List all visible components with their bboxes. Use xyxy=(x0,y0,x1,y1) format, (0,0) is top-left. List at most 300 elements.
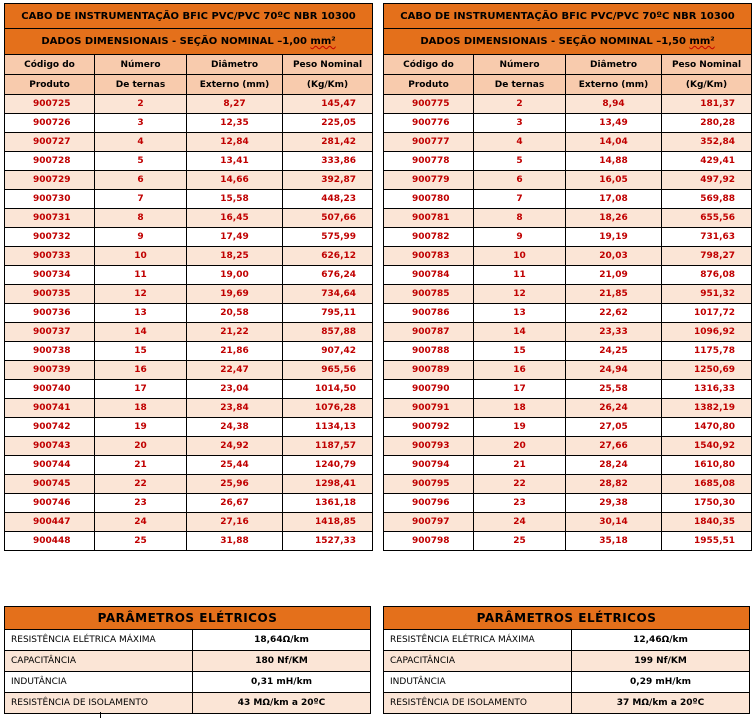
cell-weight: 1361,18 xyxy=(283,494,373,513)
cell-diameter: 26,24 xyxy=(566,399,662,418)
cell-code: 900797 xyxy=(384,513,474,532)
cell-ternas: 2 xyxy=(474,95,566,114)
cell-ternas: 21 xyxy=(95,456,187,475)
cell-code: 900735 xyxy=(5,285,95,304)
params-row xyxy=(5,651,371,672)
cell-weight: 392,87 xyxy=(283,171,373,190)
param-value: 43 MΩ/km a 20ºC xyxy=(193,693,371,714)
cell-weight: 965,56 xyxy=(283,361,373,380)
cell-weight: 1418,85 xyxy=(283,513,373,532)
table-row xyxy=(5,323,373,342)
cell-ternas: 25 xyxy=(474,532,566,551)
cell-weight: 731,63 xyxy=(662,228,752,247)
header-code-1: Código do xyxy=(384,55,474,75)
cell-ternas: 13 xyxy=(95,304,187,323)
table-row xyxy=(5,228,373,247)
params-title: PARÂMETROS ELÉTRICOS xyxy=(5,607,371,630)
table-row xyxy=(384,171,752,190)
table-row xyxy=(384,133,752,152)
params-row xyxy=(5,630,371,651)
subtitle-unit: mm² xyxy=(689,36,715,47)
cell-weight: 1134,13 xyxy=(283,418,373,437)
cell-weight: 1240,79 xyxy=(283,456,373,475)
cell-weight: 280,28 xyxy=(662,114,752,133)
header-code-1: Código do xyxy=(5,55,95,75)
table-row xyxy=(384,209,752,228)
cell-diameter: 18,25 xyxy=(187,247,283,266)
cell-diameter: 8,27 xyxy=(187,95,283,114)
cell-code: 900780 xyxy=(384,190,474,209)
table-row xyxy=(384,494,752,513)
subtitle-unit: mm² xyxy=(310,36,336,47)
subtitle-text: DADOS DIMENSIONAIS - SEÇÃO NOMINAL –1,50 xyxy=(420,36,690,47)
cell-diameter: 12,84 xyxy=(187,133,283,152)
params-row xyxy=(5,672,371,693)
cell-diameter: 17,49 xyxy=(187,228,283,247)
dimensional-panel-right xyxy=(383,3,751,551)
cell-weight: 352,84 xyxy=(662,133,752,152)
cell-diameter: 15,58 xyxy=(187,190,283,209)
cell-weight: 734,64 xyxy=(283,285,373,304)
table-row xyxy=(384,418,752,437)
table-row xyxy=(384,266,752,285)
cell-diameter: 19,19 xyxy=(566,228,662,247)
cell-code: 900779 xyxy=(384,171,474,190)
cell-code: 900789 xyxy=(384,361,474,380)
cell-diameter: 27,05 xyxy=(566,418,662,437)
cell-code: 900729 xyxy=(5,171,95,190)
cell-weight: 497,92 xyxy=(662,171,752,190)
cell-code: 900784 xyxy=(384,266,474,285)
table-row xyxy=(5,171,373,190)
cell-code: 900726 xyxy=(5,114,95,133)
cell-code: 900736 xyxy=(5,304,95,323)
cell-ternas: 8 xyxy=(95,209,187,228)
cell-diameter: 30,14 xyxy=(566,513,662,532)
cell-ternas: 2 xyxy=(95,95,187,114)
cell-code: 900793 xyxy=(384,437,474,456)
text-cursor xyxy=(100,712,101,718)
cell-ternas: 11 xyxy=(474,266,566,285)
cell-code: 900782 xyxy=(384,228,474,247)
cell-ternas: 21 xyxy=(474,456,566,475)
table-row xyxy=(5,494,373,513)
table-title: CABO DE INSTRUMENTAÇÃO BFIC PVC/PVC 70ºC NBR 10300 xyxy=(384,4,752,29)
table-row xyxy=(5,266,373,285)
cell-diameter: 21,85 xyxy=(566,285,662,304)
cell-ternas: 5 xyxy=(95,152,187,171)
cell-ternas: 3 xyxy=(474,114,566,133)
cell-ternas: 8 xyxy=(474,209,566,228)
table-row xyxy=(384,228,752,247)
param-value: 18,64Ω/km xyxy=(193,630,371,651)
cell-code: 900790 xyxy=(384,380,474,399)
cell-diameter: 25,44 xyxy=(187,456,283,475)
cell-code: 900447 xyxy=(5,513,95,532)
header-weight-1: Peso Nominal xyxy=(283,55,373,75)
cell-diameter: 14,66 xyxy=(187,171,283,190)
cell-code: 900744 xyxy=(5,456,95,475)
cell-weight: 655,56 xyxy=(662,209,752,228)
cell-ternas: 15 xyxy=(95,342,187,361)
cell-ternas: 17 xyxy=(95,380,187,399)
cell-weight: 1187,57 xyxy=(283,437,373,456)
table-row xyxy=(5,418,373,437)
cell-ternas: 7 xyxy=(95,190,187,209)
header-num-1: Número xyxy=(95,55,187,75)
cell-ternas: 24 xyxy=(95,513,187,532)
cell-diameter: 24,38 xyxy=(187,418,283,437)
cell-weight: 225,05 xyxy=(283,114,373,133)
cell-weight: 181,37 xyxy=(662,95,752,114)
cell-ternas: 23 xyxy=(95,494,187,513)
cell-diameter: 24,25 xyxy=(566,342,662,361)
cell-diameter: 23,04 xyxy=(187,380,283,399)
cell-diameter: 22,47 xyxy=(187,361,283,380)
cell-code: 900740 xyxy=(5,380,95,399)
cell-ternas: 5 xyxy=(474,152,566,171)
cell-code: 900791 xyxy=(384,399,474,418)
cell-diameter: 24,92 xyxy=(187,437,283,456)
cell-ternas: 19 xyxy=(474,418,566,437)
table-row xyxy=(5,133,373,152)
cell-code: 900786 xyxy=(384,304,474,323)
cell-diameter: 16,45 xyxy=(187,209,283,228)
cell-code: 900781 xyxy=(384,209,474,228)
table-row xyxy=(384,342,752,361)
cell-diameter: 18,26 xyxy=(566,209,662,228)
cell-diameter: 28,24 xyxy=(566,456,662,475)
cell-weight: 1175,78 xyxy=(662,342,752,361)
cell-diameter: 22,62 xyxy=(566,304,662,323)
table-row xyxy=(5,95,373,114)
cell-ternas: 18 xyxy=(95,399,187,418)
cell-ternas: 22 xyxy=(474,475,566,494)
cell-diameter: 24,94 xyxy=(566,361,662,380)
table-row xyxy=(5,114,373,133)
table-row xyxy=(5,380,373,399)
cell-weight: 1527,33 xyxy=(283,532,373,551)
table-row xyxy=(384,114,752,133)
cell-code: 900776 xyxy=(384,114,474,133)
cell-code: 900728 xyxy=(5,152,95,171)
cell-ternas: 14 xyxy=(95,323,187,342)
params-table-right xyxy=(383,606,750,714)
params-table-body xyxy=(5,607,371,714)
header-num-2: De ternas xyxy=(95,75,187,95)
param-label: RESISTÊNCIA DE ISOLAMENTO xyxy=(384,693,572,714)
dimensional-table-body xyxy=(384,4,752,551)
cell-ternas: 4 xyxy=(474,133,566,152)
cell-diameter: 21,22 xyxy=(187,323,283,342)
table-row xyxy=(384,323,752,342)
cell-weight: 507,66 xyxy=(283,209,373,228)
cell-ternas: 11 xyxy=(95,266,187,285)
table-row xyxy=(384,399,752,418)
params-row xyxy=(5,693,371,714)
cell-code: 900743 xyxy=(5,437,95,456)
cell-diameter: 17,08 xyxy=(566,190,662,209)
cell-weight: 569,88 xyxy=(662,190,752,209)
cell-diameter: 23,33 xyxy=(566,323,662,342)
param-value: 0,29 mH/km xyxy=(572,672,750,693)
param-label: RESISTÊNCIA ELÉTRICA MÁXIMA xyxy=(384,630,572,651)
cell-ternas: 9 xyxy=(95,228,187,247)
cell-ternas: 17 xyxy=(474,380,566,399)
cell-ternas: 22 xyxy=(95,475,187,494)
cell-code: 900788 xyxy=(384,342,474,361)
table-row xyxy=(5,399,373,418)
param-label: INDUTÂNCIA xyxy=(384,672,572,693)
table-row xyxy=(384,475,752,494)
cell-weight: 626,12 xyxy=(283,247,373,266)
cell-ternas: 12 xyxy=(474,285,566,304)
cell-weight: 1685,08 xyxy=(662,475,752,494)
cell-weight: 1540,92 xyxy=(662,437,752,456)
cell-ternas: 20 xyxy=(95,437,187,456)
table-row xyxy=(5,456,373,475)
param-label: RESISTÊNCIA DE ISOLAMENTO xyxy=(5,693,193,714)
cell-ternas: 24 xyxy=(474,513,566,532)
param-label: RESISTÊNCIA ELÉTRICA MÁXIMA xyxy=(5,630,193,651)
cell-weight: 1014,50 xyxy=(283,380,373,399)
cell-ternas: 14 xyxy=(474,323,566,342)
table-row xyxy=(384,152,752,171)
params-table-left xyxy=(4,606,371,714)
cell-code: 900727 xyxy=(5,133,95,152)
cell-diameter: 29,38 xyxy=(566,494,662,513)
table-subtitle xyxy=(5,29,373,55)
cell-weight: 795,11 xyxy=(283,304,373,323)
cell-diameter: 31,88 xyxy=(187,532,283,551)
cell-diameter: 19,00 xyxy=(187,266,283,285)
table-row xyxy=(384,361,752,380)
cell-code: 900795 xyxy=(384,475,474,494)
cell-ternas: 4 xyxy=(95,133,187,152)
cell-diameter: 13,49 xyxy=(566,114,662,133)
cell-ternas: 3 xyxy=(95,114,187,133)
cell-code: 900745 xyxy=(5,475,95,494)
table-row xyxy=(384,304,752,323)
table-row xyxy=(384,513,752,532)
cell-ternas: 6 xyxy=(474,171,566,190)
cell-ternas: 6 xyxy=(95,171,187,190)
table-row xyxy=(384,532,752,551)
cell-code: 900787 xyxy=(384,323,474,342)
params-row xyxy=(384,672,750,693)
cell-code: 900792 xyxy=(384,418,474,437)
electrical-params-left xyxy=(4,606,370,714)
table-row xyxy=(5,532,373,551)
cell-ternas: 18 xyxy=(474,399,566,418)
param-label: INDUTÂNCIA xyxy=(5,672,193,693)
cell-diameter: 27,66 xyxy=(566,437,662,456)
cell-code: 900737 xyxy=(5,323,95,342)
cell-weight: 1382,19 xyxy=(662,399,752,418)
cell-code: 900746 xyxy=(5,494,95,513)
header-weight-2: (Kg/Km) xyxy=(283,75,373,95)
cell-ternas: 23 xyxy=(474,494,566,513)
cell-diameter: 25,58 xyxy=(566,380,662,399)
table-row xyxy=(384,380,752,399)
cell-ternas: 10 xyxy=(95,247,187,266)
param-value: 180 Nf/KM xyxy=(193,651,371,672)
table-row xyxy=(384,437,752,456)
cell-code: 900731 xyxy=(5,209,95,228)
dimensional-panel-left xyxy=(4,3,372,551)
cell-weight: 429,41 xyxy=(662,152,752,171)
cell-code: 900775 xyxy=(384,95,474,114)
header-num-1: Número xyxy=(474,55,566,75)
cell-diameter: 21,09 xyxy=(566,266,662,285)
param-label: CAPACITÂNCIA xyxy=(5,651,193,672)
table-subtitle xyxy=(384,29,752,55)
params-row xyxy=(384,651,750,672)
header-diam-2: Externo (mm) xyxy=(187,75,283,95)
header-weight-1: Peso Nominal xyxy=(662,55,752,75)
table-row xyxy=(5,190,373,209)
cell-code: 900783 xyxy=(384,247,474,266)
cell-ternas: 12 xyxy=(95,285,187,304)
cell-weight: 1750,30 xyxy=(662,494,752,513)
cell-diameter: 14,04 xyxy=(566,133,662,152)
cell-code: 900733 xyxy=(5,247,95,266)
param-value: 0,31 mH/km xyxy=(193,672,371,693)
header-num-2: De ternas xyxy=(474,75,566,95)
params-table-body xyxy=(384,607,750,714)
cell-code: 900732 xyxy=(5,228,95,247)
cell-code: 900725 xyxy=(5,95,95,114)
cell-weight: 676,24 xyxy=(283,266,373,285)
table-row xyxy=(5,209,373,228)
table-row xyxy=(5,304,373,323)
cell-ternas: 15 xyxy=(474,342,566,361)
cell-code: 900742 xyxy=(5,418,95,437)
cell-diameter: 8,94 xyxy=(566,95,662,114)
cell-weight: 333,86 xyxy=(283,152,373,171)
cell-code: 900777 xyxy=(384,133,474,152)
cell-diameter: 23,84 xyxy=(187,399,283,418)
params-title: PARÂMETROS ELÉTRICOS xyxy=(384,607,750,630)
cell-code: 900738 xyxy=(5,342,95,361)
table-row xyxy=(384,190,752,209)
cell-weight: 448,23 xyxy=(283,190,373,209)
table-row xyxy=(5,285,373,304)
cell-code: 900778 xyxy=(384,152,474,171)
header-diam-1: Diâmetro xyxy=(566,55,662,75)
cell-diameter: 25,96 xyxy=(187,475,283,494)
cell-diameter: 19,69 xyxy=(187,285,283,304)
cell-diameter: 20,03 xyxy=(566,247,662,266)
cell-weight: 951,32 xyxy=(662,285,752,304)
cell-weight: 1017,72 xyxy=(662,304,752,323)
cell-ternas: 13 xyxy=(474,304,566,323)
cell-weight: 798,27 xyxy=(662,247,752,266)
table-row xyxy=(5,361,373,380)
cell-code: 900741 xyxy=(5,399,95,418)
cell-code: 900785 xyxy=(384,285,474,304)
cell-weight: 1096,92 xyxy=(662,323,752,342)
cell-ternas: 9 xyxy=(474,228,566,247)
cell-diameter: 27,16 xyxy=(187,513,283,532)
dimensional-table-right xyxy=(383,3,752,551)
table-row xyxy=(384,285,752,304)
cell-diameter: 35,18 xyxy=(566,532,662,551)
param-label: CAPACITÂNCIA xyxy=(384,651,572,672)
cell-ternas: 7 xyxy=(474,190,566,209)
cell-weight: 1298,41 xyxy=(283,475,373,494)
cell-weight: 1250,69 xyxy=(662,361,752,380)
cell-ternas: 16 xyxy=(474,361,566,380)
cell-weight: 1610,80 xyxy=(662,456,752,475)
cell-weight: 1840,35 xyxy=(662,513,752,532)
table-row xyxy=(384,247,752,266)
cell-code: 900796 xyxy=(384,494,474,513)
header-weight-2: (Kg/Km) xyxy=(662,75,752,95)
params-row xyxy=(384,630,750,651)
cell-weight: 876,08 xyxy=(662,266,752,285)
cell-code: 900448 xyxy=(5,532,95,551)
header-code-2: Produto xyxy=(384,75,474,95)
electrical-params-right xyxy=(383,606,749,714)
cell-diameter: 26,67 xyxy=(187,494,283,513)
table-row xyxy=(384,95,752,114)
subtitle-text: DADOS DIMENSIONAIS - SEÇÃO NOMINAL –1,00 xyxy=(41,36,311,47)
cell-ternas: 20 xyxy=(474,437,566,456)
cell-diameter: 14,88 xyxy=(566,152,662,171)
cell-weight: 1470,80 xyxy=(662,418,752,437)
header-diam-2: Externo (mm) xyxy=(566,75,662,95)
table-row xyxy=(5,152,373,171)
cell-weight: 857,88 xyxy=(283,323,373,342)
table-row xyxy=(384,456,752,475)
cell-ternas: 10 xyxy=(474,247,566,266)
param-value: 37 MΩ/km a 20ºC xyxy=(572,693,750,714)
param-value: 12,46Ω/km xyxy=(572,630,750,651)
cell-ternas: 16 xyxy=(95,361,187,380)
cell-weight: 281,42 xyxy=(283,133,373,152)
cell-code: 900739 xyxy=(5,361,95,380)
cell-code: 900730 xyxy=(5,190,95,209)
cell-diameter: 28,82 xyxy=(566,475,662,494)
cell-diameter: 12,35 xyxy=(187,114,283,133)
cell-weight: 575,99 xyxy=(283,228,373,247)
dimensional-table-left xyxy=(4,3,373,551)
param-value: 199 Nf/KM xyxy=(572,651,750,672)
table-row xyxy=(5,342,373,361)
table-row xyxy=(5,437,373,456)
cell-diameter: 13,41 xyxy=(187,152,283,171)
table-row xyxy=(5,513,373,532)
header-diam-1: Diâmetro xyxy=(187,55,283,75)
cell-weight: 145,47 xyxy=(283,95,373,114)
header-code-2: Produto xyxy=(5,75,95,95)
params-row xyxy=(384,693,750,714)
cell-diameter: 21,86 xyxy=(187,342,283,361)
cell-code: 900734 xyxy=(5,266,95,285)
cell-code: 900794 xyxy=(384,456,474,475)
cell-weight: 1316,33 xyxy=(662,380,752,399)
cell-ternas: 19 xyxy=(95,418,187,437)
cell-ternas: 25 xyxy=(95,532,187,551)
table-row xyxy=(5,247,373,266)
cell-weight: 1955,51 xyxy=(662,532,752,551)
cell-diameter: 20,58 xyxy=(187,304,283,323)
table-title: CABO DE INSTRUMENTAÇÃO BFIC PVC/PVC 70ºC NBR 10300 xyxy=(5,4,373,29)
cell-weight: 1076,28 xyxy=(283,399,373,418)
cell-diameter: 16,05 xyxy=(566,171,662,190)
dimensional-table-body xyxy=(5,4,373,551)
